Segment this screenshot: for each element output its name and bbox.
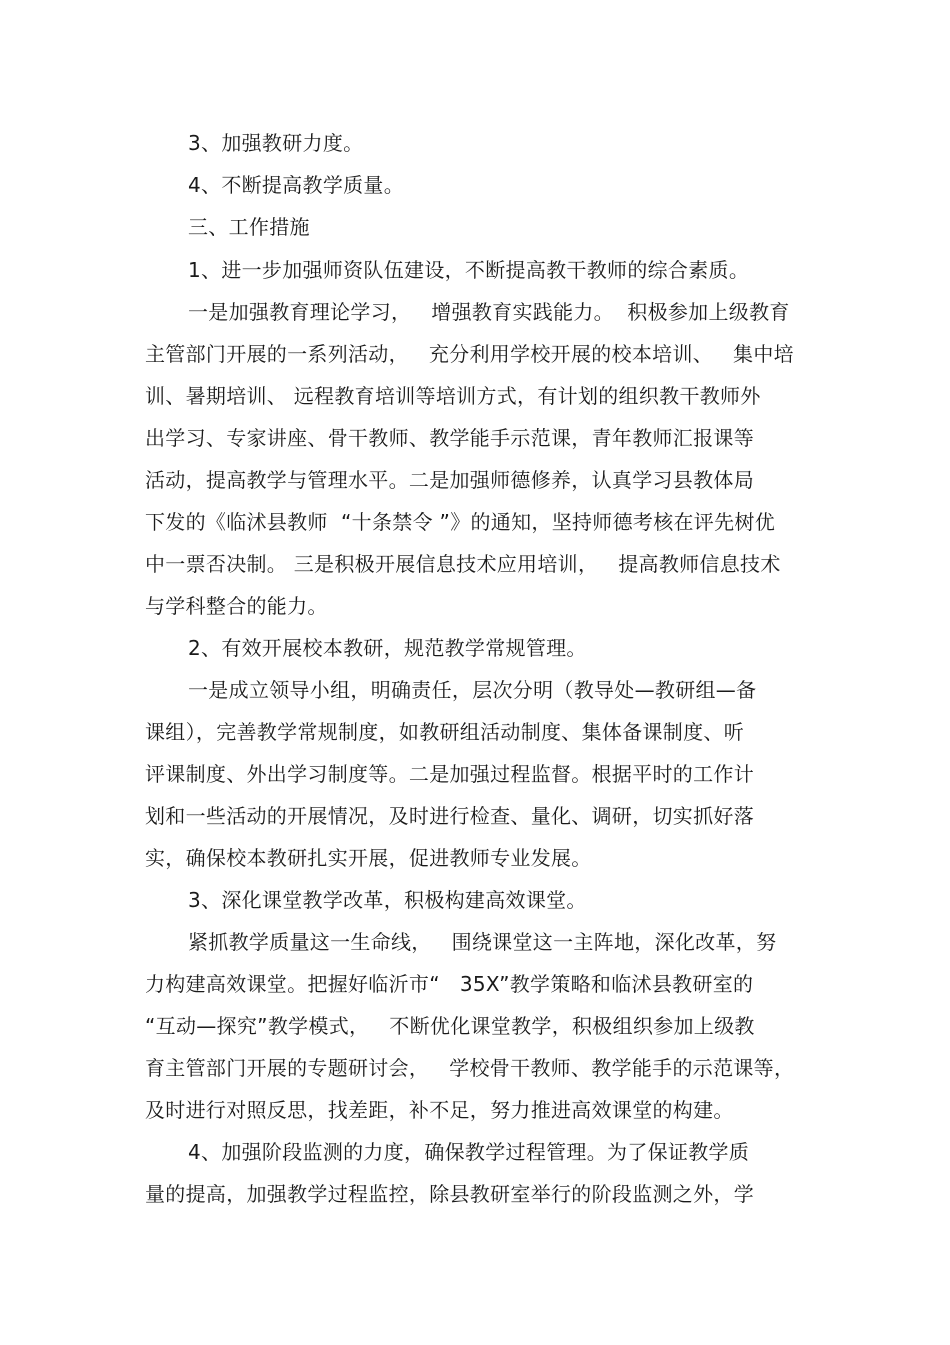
text-line: 实，确保校本教研扎实开展，促进教师专业发展。 bbox=[145, 846, 592, 870]
text-line: 及时进行对照反思，找差距，补不足，努力推进高效课堂的构建。 bbox=[145, 1098, 734, 1122]
text-line: 主管部门开展的一系列活动， 充分利用学校开展的校本培训、 集中培 bbox=[145, 342, 794, 366]
text-line: 一是成立领导小组，明确责任，层次分明（教导处—教研组—备 bbox=[188, 678, 757, 702]
text-line: 出学习、专家讲座、骨干教师、教学能手示范课，青年教师汇报课等 bbox=[145, 426, 754, 450]
text-line: 与学科整合的能力。 bbox=[145, 594, 328, 618]
text-line: 4、加强阶段监测的力度，确保教学过程管理。为了保证教学质 bbox=[188, 1140, 750, 1164]
text-line: 量的提高，加强教学过程监控，除县教研室举行的阶段监测之外，学 bbox=[145, 1182, 754, 1206]
text-line: “互动—探究”教学模式， 不断优化课堂教学，积极组织参加上级教 bbox=[145, 1014, 755, 1038]
text-line: 训、暑期培训、 远程教育培训等培训方式，有计划的组织教干教师外 bbox=[145, 384, 761, 408]
text-line: 紧抓教学质量这一生命线， 围绕课堂这一主阵地，深化改革，努 bbox=[188, 930, 777, 954]
text-line: 2、有效开展校本教研，规范教学常规管理。 bbox=[188, 636, 587, 660]
text-line: 4、不断提高教学质量。 bbox=[188, 173, 405, 197]
text-line: 下发的《临沭县教师 “十条禁令 ”》的通知，坚持师德考核在评先树优 bbox=[145, 510, 775, 534]
text-line: 评课制度、外出学习制度等。二是加强过程监督。根据平时的工作计 bbox=[145, 762, 754, 786]
text-line: 划和一些活动的开展情况，及时进行检查、量化、调研，切实抓好落 bbox=[145, 804, 754, 828]
text-line: 一是加强教育理论学习， 增强教育实践能力。 积极参加上级教育 bbox=[188, 300, 790, 324]
text-line: 课组），完善教学常规制度，如教研组活动制度、集体备课制度、听 bbox=[145, 720, 744, 744]
section-heading: 三、工作措施 bbox=[188, 215, 310, 239]
text-line: 力构建高效课堂。把握好临沂市“ 35X”教学策略和临沭县教研室的 bbox=[145, 972, 754, 996]
text-line: 3、深化课堂教学改革，积极构建高效课堂。 bbox=[188, 888, 587, 912]
text-line: 3、加强教研力度。 bbox=[188, 131, 364, 155]
text-line: 1、进一步加强师资队伍建设，不断提高教干教师的综合素质。 bbox=[188, 258, 750, 282]
text-line: 中一票否决制。 三是积极开展信息技术应用培训， 提高教师信息技术 bbox=[145, 552, 781, 576]
text-line: 育主管部门开展的专题研讨会， 学校骨干教师、教学能手的示范课等， bbox=[145, 1056, 795, 1080]
text-line: 活动，提高教学与管理水平。二是加强师德修养，认真学习县教体局 bbox=[145, 468, 754, 492]
